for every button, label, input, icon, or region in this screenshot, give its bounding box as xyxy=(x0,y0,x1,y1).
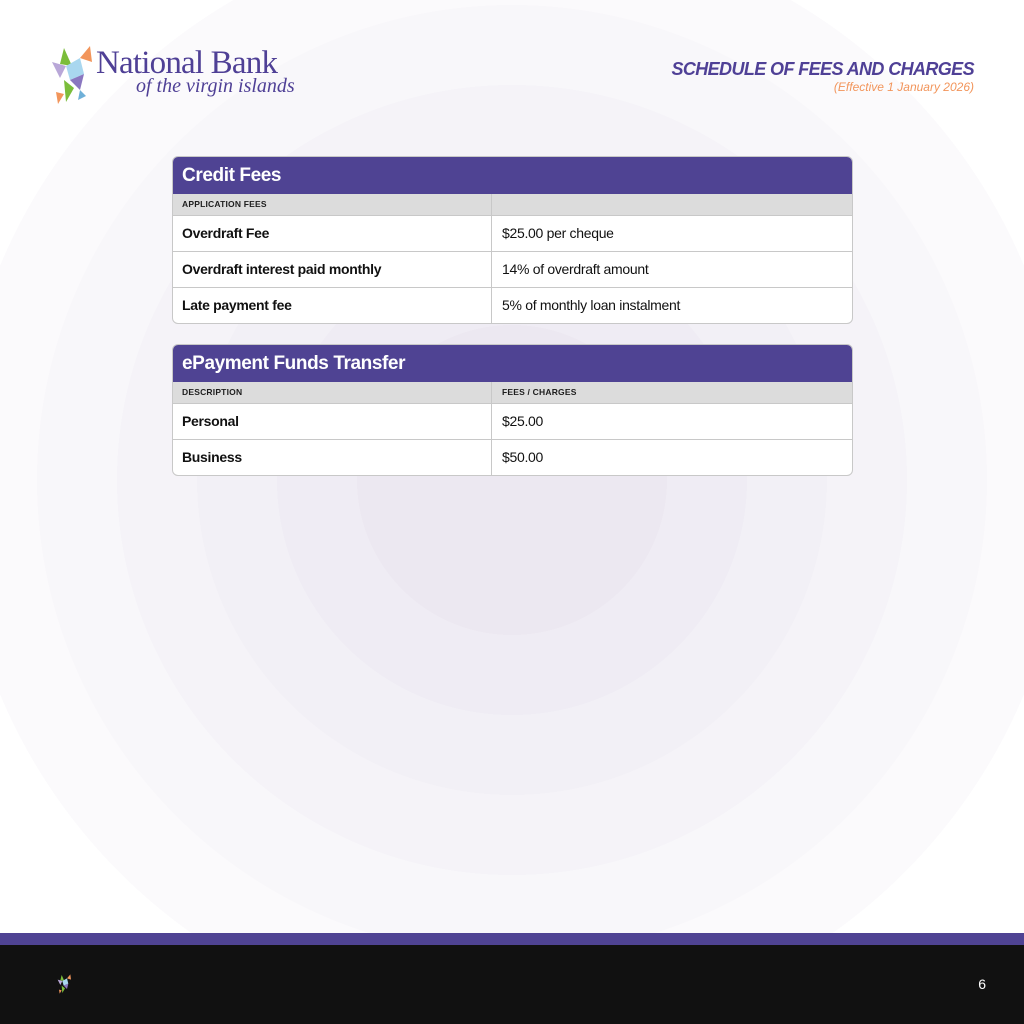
fee-item: Late payment fee xyxy=(173,288,492,323)
fee-value: $25.00 per cheque xyxy=(502,225,614,241)
column-header-fees-charges: FEES / CHARGES xyxy=(502,387,577,397)
bank-logo xyxy=(50,44,295,108)
table-row xyxy=(173,215,852,251)
credit-fees-subheader xyxy=(173,194,852,215)
fee-value: 14% of overdraft amount xyxy=(502,261,649,277)
page-number: 6 xyxy=(978,976,986,992)
document-title: SCHEDULE OF FEES AND CHARGES xyxy=(671,59,974,79)
fee-item: Overdraft interest paid monthly xyxy=(173,252,492,287)
epayment-subheader xyxy=(173,382,852,403)
footer-accent-band xyxy=(0,933,1024,945)
epayment-title: ePayment Funds Transfer xyxy=(173,345,852,382)
brand-tagline: of the virgin islands xyxy=(136,75,295,97)
table-row xyxy=(173,287,852,323)
fee-item: Business xyxy=(173,440,492,475)
fee-value: 5% of monthly loan instalment xyxy=(502,297,681,313)
fee-item: Personal xyxy=(173,404,492,439)
column-header-description: DESCRIPTION xyxy=(173,382,492,403)
column-header-application-fees: APPLICATION FEES xyxy=(173,194,492,215)
table-row xyxy=(173,251,852,287)
epayment-table xyxy=(172,344,853,476)
credit-fees-title: Credit Fees xyxy=(173,157,852,194)
table-row xyxy=(173,403,852,439)
page-footer xyxy=(0,945,1024,1024)
fee-value: $50.00 xyxy=(502,449,544,465)
bird-logo-icon xyxy=(57,973,73,995)
brand-name: National Bank xyxy=(96,45,278,81)
credit-fees-table xyxy=(172,156,853,324)
column-header-value xyxy=(492,194,852,215)
bird-logo-icon xyxy=(50,44,98,106)
fee-item: Overdraft Fee xyxy=(173,216,492,251)
fee-value: $25.00 xyxy=(502,413,544,429)
table-row xyxy=(173,439,852,475)
effective-date: (Effective 1 January 2026) xyxy=(833,80,974,94)
